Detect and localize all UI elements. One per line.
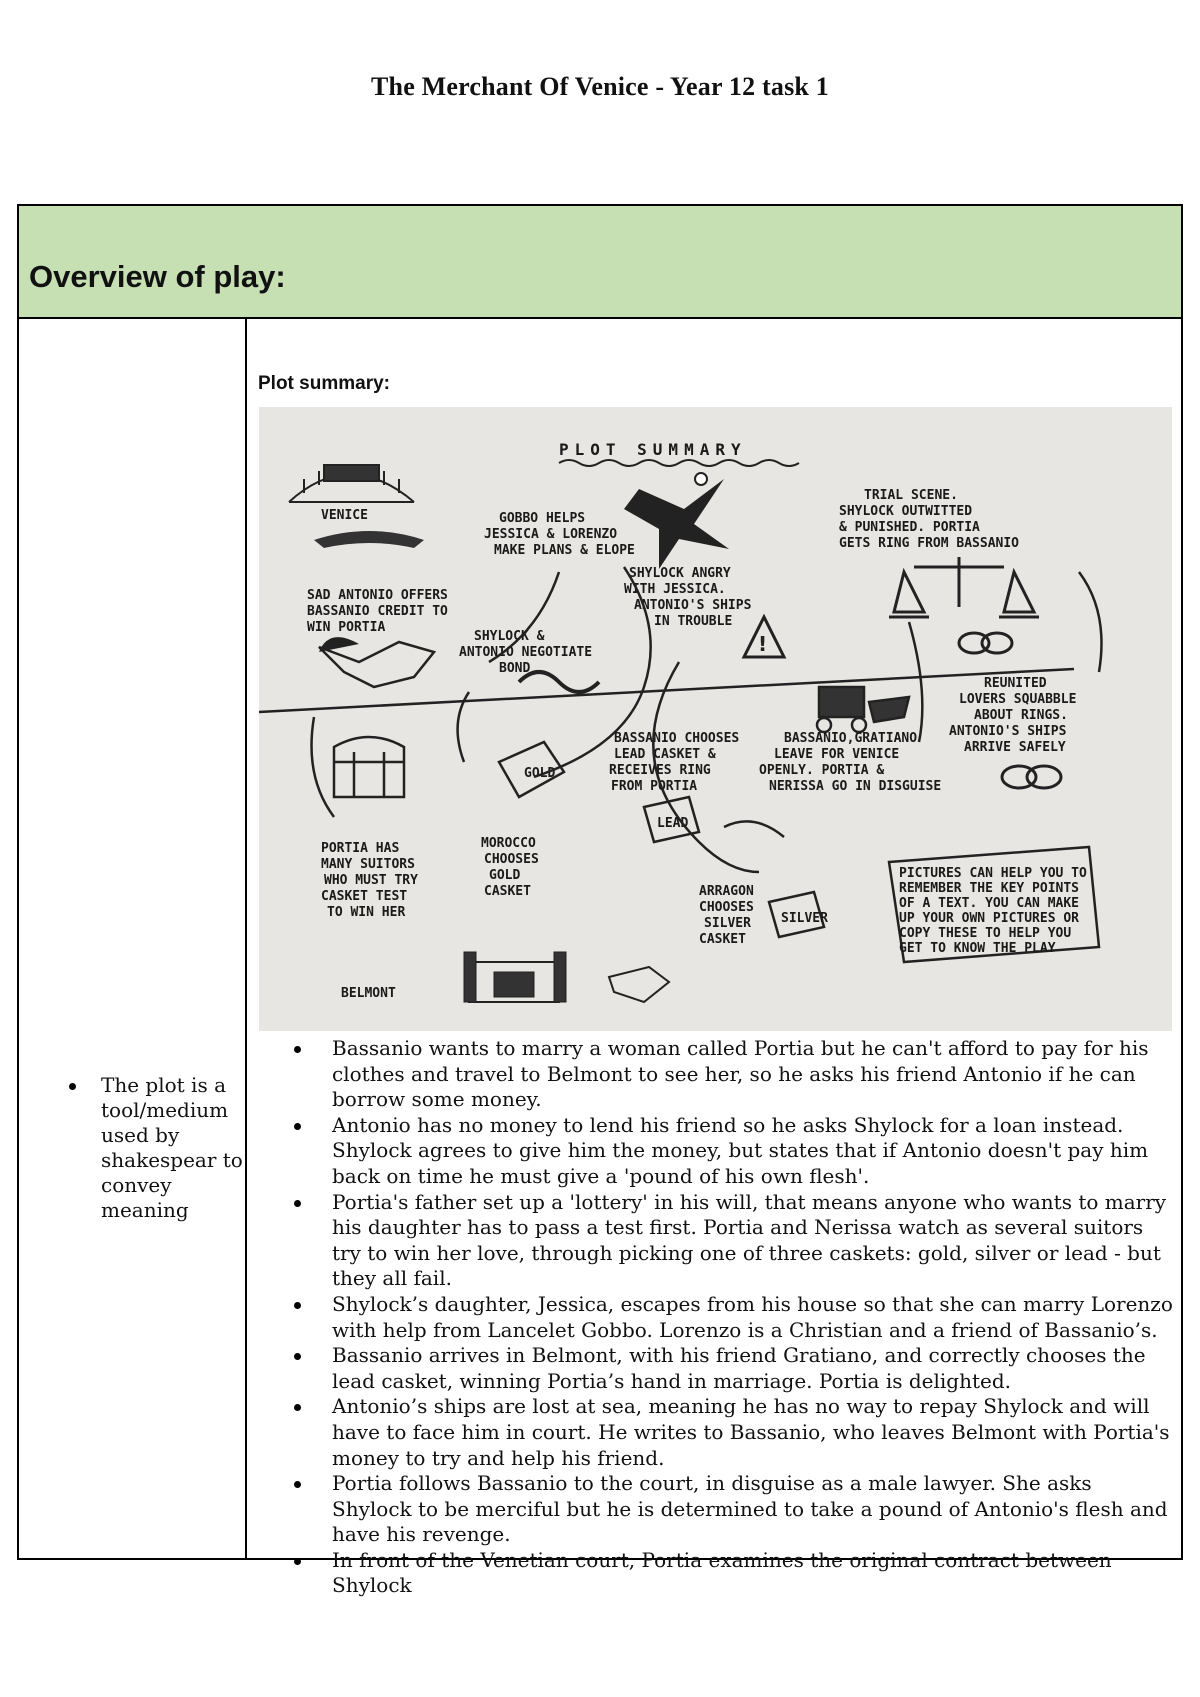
plot-bullet: Portia's father set up a 'lottery' in his will, that means anyone who wants to marry his daughter has to pass a test first. Portia and Nerissa watch as several suitors try to win her love, through picking one of three caskets: gold, silver or lead - but they all fail. xyxy=(247,1190,1176,1292)
plot-summary-illustration xyxy=(259,407,1172,1031)
note-leave-venice: BASSANIO,GRATIANO LEAVE FOR VENICE OPENLY. PORTIA & NERISSA GO IN DISGUISE xyxy=(759,731,942,794)
plot-bullet: Portia follows Bassanio to the court, in disguise as a male lawyer. She asks Shylock to be merciful but he is determined to take a pound of Antonio's flesh and have his revenge. xyxy=(247,1471,1176,1548)
left-column-cell xyxy=(19,319,247,1558)
plot-summary-label: Plot summary: xyxy=(258,373,390,394)
svg-text:PICTURES CAN HELP YOU TO: PICTURES CAN HELP YOU TO REMEMBER THE KEY POINTS OF A TEXT. YOU CAN MAKE UP YOUR OWN PICTURES OR COPY THESE TO HELP YOU GET TO KNOW THE PLAY xyxy=(899,866,1087,956)
overview-table xyxy=(17,204,1183,1598)
handshake-icon xyxy=(319,637,434,687)
section-header-row xyxy=(19,206,1181,319)
divider-line xyxy=(259,669,1074,712)
casket-silver-icon xyxy=(769,892,828,937)
bridge-icon xyxy=(289,465,414,502)
illustration-drawing xyxy=(259,407,1172,1031)
document-title: The Merchant Of Venice - Year 12 task 1 xyxy=(371,72,829,101)
belmont-label: BELMONT xyxy=(341,986,396,1001)
handshake-icon-2 xyxy=(609,967,669,1002)
plot-bullet: Bassanio wants to marry a woman called Portia but he can't afford to pay for his clothes and travel to Belmont to see her, so he asks his friend Antonio if he can borrow some money. xyxy=(247,1036,1176,1113)
coach-icon xyxy=(817,687,909,732)
note-morocco: MOROCCO CHOOSES GOLD CASKET xyxy=(481,836,539,899)
note-gobbo: GOBBO HELPS JESSICA & LORENZO MAKE PLANS & ELOPE xyxy=(484,511,635,558)
plot-bullet: Antonio has no money to lend his friend so he asks Shylock for a loan instead. Shylock agrees to give him the money, but states that if Antonio doesn't pay him back on time he must give a 'pound of his own flesh'. xyxy=(247,1113,1176,1190)
note-sad-antonio: SAD ANTONIO OFFERS BASSANIO CREDIT TO WIN PORTIA xyxy=(307,588,448,635)
svg-text:LEAD: LEAD xyxy=(657,816,689,831)
svg-text:GOLD: GOLD xyxy=(524,766,556,781)
heading-underline xyxy=(559,460,799,466)
venice-label: VENICE xyxy=(321,508,368,523)
plot-bullet: Bassanio arrives in Belmont, with his friend Gratiano, and correctly chooses the lead casket, winning Portia’s hand in marriage. Portia is delighted. xyxy=(247,1343,1176,1394)
casket-large-icon xyxy=(334,737,404,797)
note-negotiate: SHYLOCK & ANTONIO NEGOTIATE BOND xyxy=(459,629,593,676)
rings-icon-2 xyxy=(1002,766,1061,788)
plot-bullet: In front of the Venetian court, Portia examines the original contract between Shylock xyxy=(247,1548,1176,1599)
note-portia-suitors: PORTIA HAS MANY SUITORS WHO MUST TRY CASKET TEST TO WIN HER xyxy=(321,841,418,920)
note-trial: TRIAL SCENE. SHYLOCK OUTWITTED & PUNISHED. PORTIA GETS RING FROM BASSANIO xyxy=(839,488,1020,551)
note-shylock-angry: SHYLOCK ANGRY WITH JESSICA. ANTONIO'S SHIPS IN TROUBLE xyxy=(624,566,752,629)
gondola-icon xyxy=(314,531,424,548)
left-bullet-item: The plot is a tool/medium used by shakespear to convey meaning xyxy=(19,1073,251,1223)
rings-icon xyxy=(959,633,1012,653)
left-bullet-list xyxy=(19,1073,251,1223)
bond-scroll-icon xyxy=(519,672,599,692)
scales-icon xyxy=(889,557,1039,617)
svg-text:!: ! xyxy=(758,632,768,656)
note-bassanio-lead: BASSANIO CHOOSES LEAD CASKET & RECEIVES RING FROM PORTIA xyxy=(609,731,740,794)
svg-text:SILVER: SILVER xyxy=(781,911,828,926)
tip-box xyxy=(889,847,1099,962)
plot-bullet-list xyxy=(247,1036,1176,1599)
illustration-heading: PLOT SUMMARY xyxy=(559,440,747,459)
plot-bullet: Antonio’s ships are lost at sea, meaning he has no way to repay Shylock and will have to face him in court. He writes to Bassanio, who leaves Belmont with Portia's money to try and help his friend. xyxy=(247,1394,1176,1471)
castle-icon xyxy=(464,952,566,1002)
bird-icon xyxy=(624,473,729,569)
casket-lead-icon xyxy=(644,797,699,842)
note-reunited: REUNITED LOVERS SQUABBLE ABOUT RINGS. ANTONIO'S SHIPS ARRIVE SAFELY xyxy=(949,676,1077,755)
section-header: Overview of play: xyxy=(29,259,286,294)
note-arragon: ARRAGON CHOOSES SILVER CASKET xyxy=(699,884,754,947)
warning-icon xyxy=(744,617,784,657)
right-column-cell xyxy=(247,319,1181,1598)
plot-bullet: Shylock’s daughter, Jessica, escapes from his house so that she can marry Lorenzo with help from Lancelet Gobbo. Lorenzo is a Christian and a friend of Bassanio’s. xyxy=(247,1292,1176,1343)
